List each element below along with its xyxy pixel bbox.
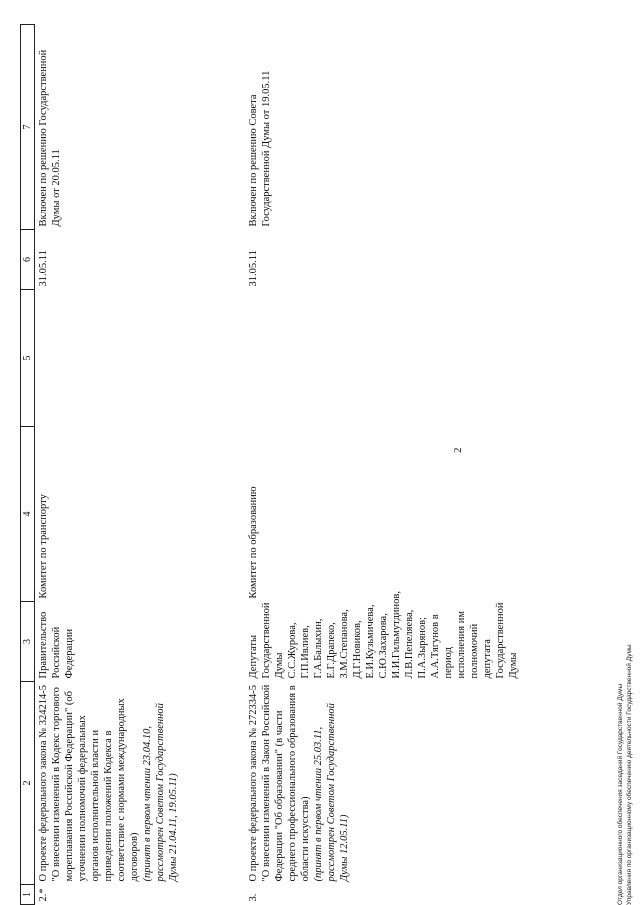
- bill-author: Правительство Российской Федерации: [38, 611, 75, 679]
- footer-line-2: Управления по организационному обеспечению деятельности Государственной Думы: [626, 644, 633, 905]
- responsible-committee: Комитет по транспорту: [38, 494, 49, 599]
- column-number-row: [21, 25, 35, 905]
- column-header: 3: [21, 602, 35, 682]
- date-cell: 31.05.11: [38, 250, 49, 287]
- bill-author: Депутаты Государственной Думы С.С.Журова, Г.П.Ивлиев, Г.А.Балыхин, Е.Г.Драпеко, З.М.Степанова, Д.Г.Новиков, Е.И.Кузьмичева, С.Ю.Захарова, И.И.Гильмутдинов, Л.В.Пепеляева, П.А.Зырянов; А.А.Тягунов в период исполнения им полномочий депутата Государственной Думы: [247, 591, 519, 679]
- column-header: 6: [21, 230, 35, 290]
- row-number: 2.*: [38, 888, 49, 902]
- column-header: 7: [21, 25, 35, 230]
- table-row: [35, 25, 245, 905]
- status-cell: Включен по решению Совета Государственной Думы от 19.05.11: [247, 70, 272, 227]
- responsible-committee: Комитет по образованию: [247, 486, 259, 599]
- bill-description: [245, 682, 522, 885]
- column-header: 2: [21, 682, 35, 885]
- agenda-table: [20, 24, 522, 905]
- column-header: 5: [21, 290, 35, 427]
- page-number: 2: [452, 447, 464, 453]
- bill-title: О проекте федерального закона № 324214-5 "О внесении изменений в Кодекс торгового мореплавания Российской Федерации" (об уточнении полномочий федеральных органов исполнительной власти и приведении положений Кодекса в соответствие с нормами международных договоров): [38, 684, 140, 882]
- bill-note: (принят в первом чтении 25.03.11, рассмотрен Советом Государственной Думы 12.05.11): [312, 703, 350, 882]
- status-cell: Включен по решению Государственной Думы от 20.05.11: [38, 49, 62, 227]
- footer-line-1: Отдел организационного обеспечения заседаний Государственной Думы: [617, 683, 624, 905]
- bill-note: (принят в первом чтении 23.04.10, рассмотрен Советом Государственной Думы 21.04.11, 19.05.11): [142, 703, 179, 882]
- row-number: 3.: [247, 893, 259, 902]
- column-header: 4: [21, 427, 35, 602]
- page-footer: [616, 585, 634, 905]
- bill-title: О проекте федерального закона № 272334-5 "О внесении изменений в Закон Российской Федерации "Об образовании" (в части среднего профессионального образования в области искусства): [247, 684, 311, 882]
- table-row: [245, 25, 522, 905]
- date-cell: 31.05.11: [247, 250, 259, 287]
- column-5-cell: [35, 290, 245, 427]
- column-5-cell: [245, 290, 522, 427]
- bill-description: [35, 682, 245, 885]
- column-header: 1: [21, 885, 35, 905]
